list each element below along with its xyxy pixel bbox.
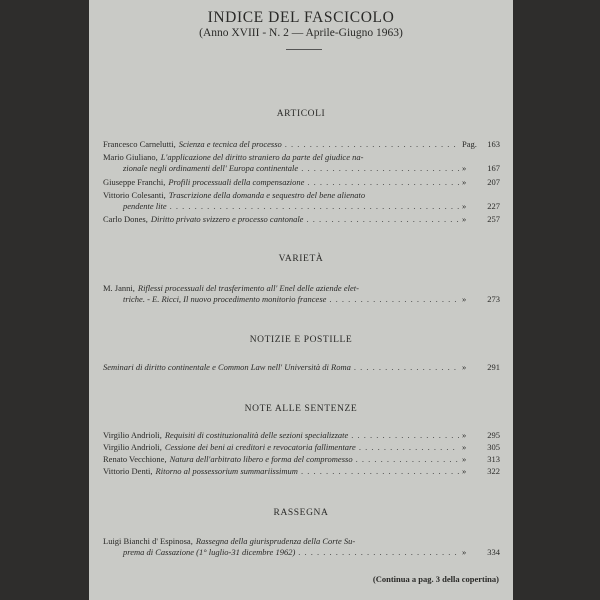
entry-title: Diritto privato svizzero e processo cantonale (150, 214, 304, 224)
toc-entry (103, 454, 500, 465)
toc-entry (103, 430, 500, 441)
page-number: 313 (487, 454, 500, 464)
toc-entry (103, 466, 500, 477)
page-marker: » (462, 362, 467, 372)
entry-title: Rassegna della giurisprudenza della Corte Su- (195, 536, 356, 546)
dot-leader (307, 177, 459, 188)
page-title: INDICE DEL FASCICOLO (207, 9, 395, 26)
dot-leader (359, 442, 459, 453)
entry-title: Seminari di diritto continentale e Common Law nell' Università di Roma (103, 362, 351, 372)
entry-author: Luigi Bianchi d' Espinosa, (103, 536, 193, 546)
page-number: 257 (487, 214, 500, 224)
title-divider (286, 49, 322, 50)
dot-leader (354, 362, 459, 373)
continuation-note: (Continua a pag. 3 della copertina) (372, 574, 499, 584)
dot-leader (298, 547, 459, 558)
dot-leader (301, 466, 459, 477)
toc-entry (103, 139, 500, 150)
entry-title: Riflessi processuali del trasferimento all' Enel delle aziende elet- (137, 283, 359, 293)
entry-title: Ritorno al possessorium summariissimum (155, 466, 298, 476)
page-marker: » (462, 466, 467, 476)
page-number: 334 (487, 547, 500, 557)
entry-author: M. Janni, (103, 283, 135, 293)
page-number: 273 (487, 294, 500, 304)
index-page (89, 0, 513, 600)
page-number: 322 (487, 466, 500, 476)
toc-entry (103, 177, 500, 188)
page-marker: » (462, 201, 467, 211)
dot-leader (301, 163, 459, 174)
toc-entry (103, 190, 500, 212)
page-number: 291 (487, 362, 500, 372)
dot-leader (356, 454, 459, 465)
dot-leader (170, 201, 459, 212)
entry-title-continuation: prema di Cassazione (1° luglio-31 dicembre 1962) (123, 547, 296, 557)
toc-entry (103, 536, 500, 558)
dot-leader (329, 294, 459, 305)
entry-author: Vittorio Colesanti, (103, 190, 166, 200)
entry-title-continuation: pendente lite (123, 201, 167, 211)
section-heading-rassegna: RASSEGNA (273, 508, 329, 518)
entry-title: Requisiti di costituzionalità delle sezioni specializzate (164, 430, 349, 440)
page-marker: » (462, 430, 467, 440)
toc-entry (103, 362, 500, 373)
page-number: 227 (487, 201, 500, 211)
entry-title-continuation: zionale negli ordinamenti dell' Europa continentale (123, 163, 299, 173)
entry-title: Natura dell'arbitrato libero e forma del compromesso (169, 454, 353, 464)
entry-author: Virgilio Andrioli, (103, 442, 162, 452)
dot-leader (285, 139, 459, 150)
page-marker: » (462, 294, 467, 304)
entry-title: Profili processuali della compensazione (168, 177, 305, 187)
entry-title-continuation: triche. - E. Ricci, Il nuovo procedimento monitorio francese (123, 294, 327, 304)
page-subtitle: (Anno XVIII - N. 2 — Aprile-Giugno 1963) (199, 27, 403, 39)
dot-leader (306, 214, 459, 225)
section-heading-varieta: VARIETÀ (278, 254, 324, 264)
page-number: 163 (487, 139, 500, 149)
entry-author: Mario Giuliano, (103, 152, 158, 162)
entry-author: Vittorio Denti, (103, 466, 153, 476)
section-heading-note: NOTE ALLE SENTENZE (244, 404, 358, 414)
entry-author: Giuseppe Franchi, (103, 177, 166, 187)
page-marker: » (462, 177, 467, 187)
page-number: 295 (487, 430, 500, 440)
entry-author: Renato Vecchione, (103, 454, 167, 464)
section-heading-notizie: NOTIZIE E POSTILLE (249, 335, 353, 345)
page-marker: » (462, 214, 467, 224)
toc-entry (103, 152, 500, 174)
toc-entry (103, 283, 500, 305)
entry-title: Cessione dei beni ai creditori e revocatoria fallimentare (164, 442, 356, 452)
toc-entry (103, 214, 500, 225)
section-heading-articoli: ARTICOLI (276, 109, 326, 119)
page-number: 207 (487, 177, 500, 187)
entry-author: Carlo Dones, (103, 214, 148, 224)
entry-title: Scienza e tecnica del processo (178, 139, 282, 149)
page-marker: » (462, 163, 467, 173)
entry-title: Trascrizione della domanda e sequestro del bene alienato (168, 190, 366, 200)
toc-entry (103, 442, 500, 453)
entry-title: L'applicazione del diritto straniero da parte del giudice na- (160, 152, 364, 162)
page-marker: Pag. (462, 139, 477, 149)
dot-leader (351, 430, 459, 441)
page-marker: » (462, 442, 467, 452)
page-number: 167 (487, 163, 500, 173)
entry-author: Francesco Carnelutti, (103, 139, 176, 149)
page-number: 305 (487, 442, 500, 452)
page-marker: » (462, 454, 467, 464)
entry-author: Virgilio Andrioli, (103, 430, 162, 440)
page-marker: » (462, 547, 467, 557)
